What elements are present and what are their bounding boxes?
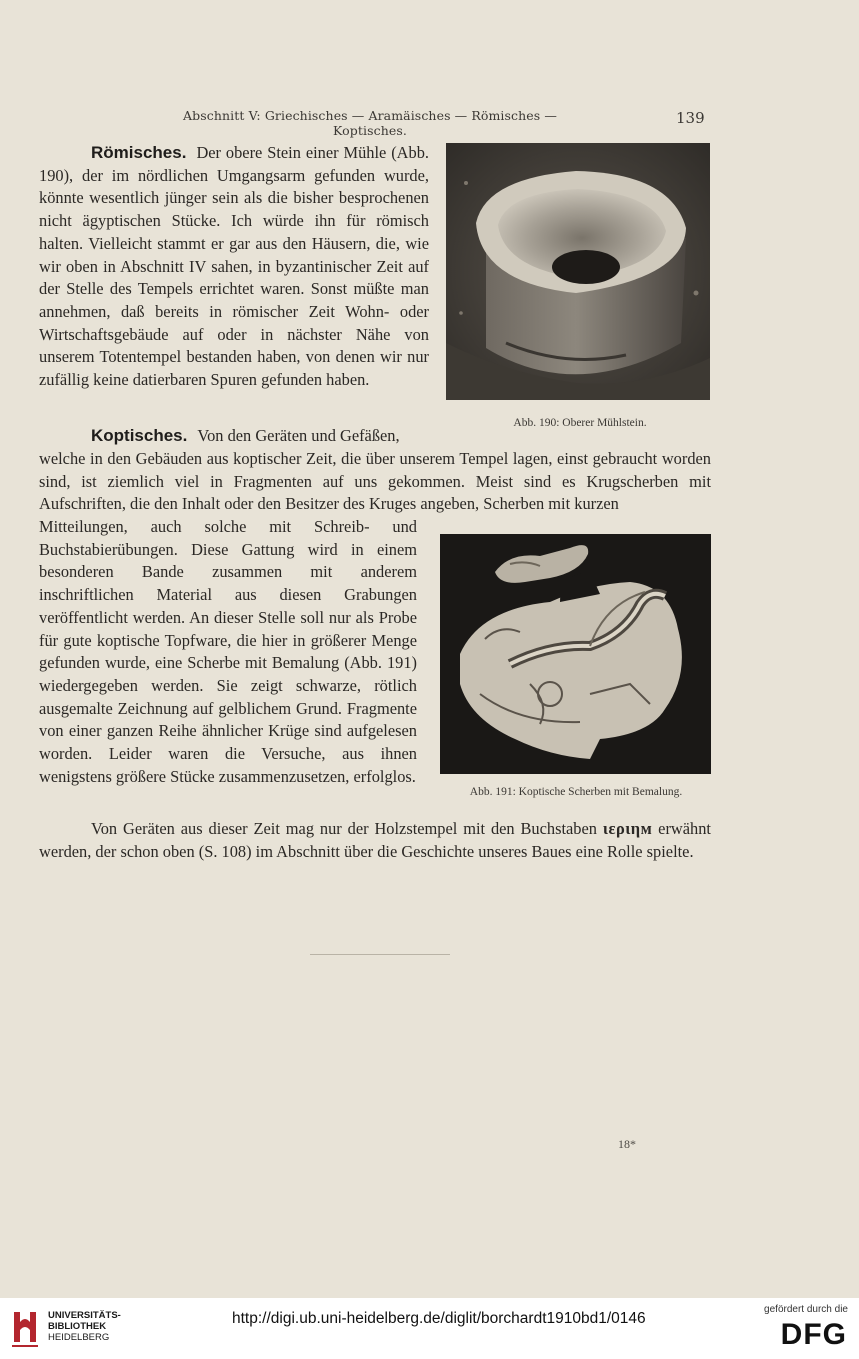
section-divider — [310, 954, 450, 955]
funding-label: gefördert durch die — [764, 1304, 848, 1315]
dfg-logo: DFG — [780, 1318, 847, 1351]
paragraph-koptisches-text-a: Von den Geräten und Gefäßen, — [197, 426, 400, 445]
paragraph-holzstempel-text-a: Von Geräten aus dieser Zeit mag nur der Holzstempel mit den Buchstaben — [91, 819, 597, 838]
figure-190-caption: Abb. 190: Oberer Mühlstein. — [513, 417, 647, 429]
figure-191-sherds-photo — [440, 534, 711, 774]
library-line-2: BIBLIOTHEK — [48, 1321, 107, 1332]
footer-bar — [0, 1298, 859, 1359]
paragraph-koptisches-column: Mitteilungen, auch solche mit Schreib- und Buchstabierübungen. Diese Gattung wird in einem besonderen Bande zusammen mit anderem inschriftlichen Material aus diesen Grabungen veröffentlicht werden. An dieser Stelle soll nur als Probe für gute koptische Topfware, die hier in größerer Menge gefunden wurde, eine Scherbe mit Bemalung (Abb. 191) wiedergegeben werden. Sie zeigt schwarze, rötlich ausgemalte Zeichnung auf gelblichem Grund. Fragmente von einer ganzen Reihe ähnlicher Krüge sind aufgelesen worden. Leider waren die Versuche, aus ihnen wenigstens größere Stücke zusammenzusetzen, erfolglos. — [39, 517, 417, 786]
paragraph-koptisches-fullwidth: welche in den Gebäuden aus koptischer Zeit, die über unserem Tempel lagen, einst gebraucht worden sind, ist ziemlich viel in Fragmenten auf uns gekommen. Meist sind es Krugscherben mit Aufschriften, die den Inhalt oder den Besitzer des Kruges angeben, Scherben mit kurzen — [39, 449, 711, 514]
paragraph-holzstempel-text-b: erwähnt werden, der schon oben (S. 108) im Abschnitt über die Geschichte unseres Baues eine Rolle spielte. — [39, 819, 711, 861]
library-name — [48, 1310, 121, 1343]
running-title: Abschnitt V: Griechisches — Aramäisches — Römisches — Koptisches. — [183, 108, 557, 138]
page-number: 139 — [676, 109, 705, 127]
signature-mark: 18* — [618, 1137, 636, 1151]
library-line-3: HEIDELBERG — [48, 1332, 110, 1343]
digital-copy-url-link[interactable]: http://digi.ub.uni-heidelberg.de/diglit/borchardt1910bd1/0146 — [232, 1310, 646, 1327]
heading-koptisches: Koptisches. — [91, 426, 188, 445]
figure-190-millstone-photo — [446, 143, 710, 400]
paragraph-koptisches-start — [39, 425, 429, 448]
heading-roemisches: Römisches. — [91, 143, 187, 162]
paragraph-roemisches — [39, 142, 429, 392]
page-header — [0, 108, 859, 138]
paragraph-roemisches-text: Der obere Stein einer Mühle (Abb. 190), der im nördlichen Umgangsarm gefunden wurde, könnte wesentlich jünger sein als die bisher besprochenen nicht ägyptischen Stücke. Ich würde ihn für römisch halten. Vielleicht stammt er gar aus den Häusern, die, wie wir oben in Abschnitt IV sahen, in byzantinischer Zeit auf der Stelle des Tempels errichtet waren. Sonst müßte man annehmen, daß bereits in römischer Zeit Wohn- oder Wirtschaftsgebäude auf oder in nächster Nähe von unserem Totentempel bestanden haben, von denen wir nur zufällig keine datierbaren Spuren gefunden haben. — [39, 143, 429, 390]
heidelberg-library-logo-icon — [10, 1306, 40, 1348]
paragraph-holzstempel — [39, 818, 711, 863]
figure-191-caption: Abb. 191: Koptische Scherben mit Bemalung. — [469, 786, 683, 798]
coptic-word: ιεριηм — [602, 819, 653, 838]
library-line-1: UNIVERSITÄTS- — [48, 1310, 121, 1321]
